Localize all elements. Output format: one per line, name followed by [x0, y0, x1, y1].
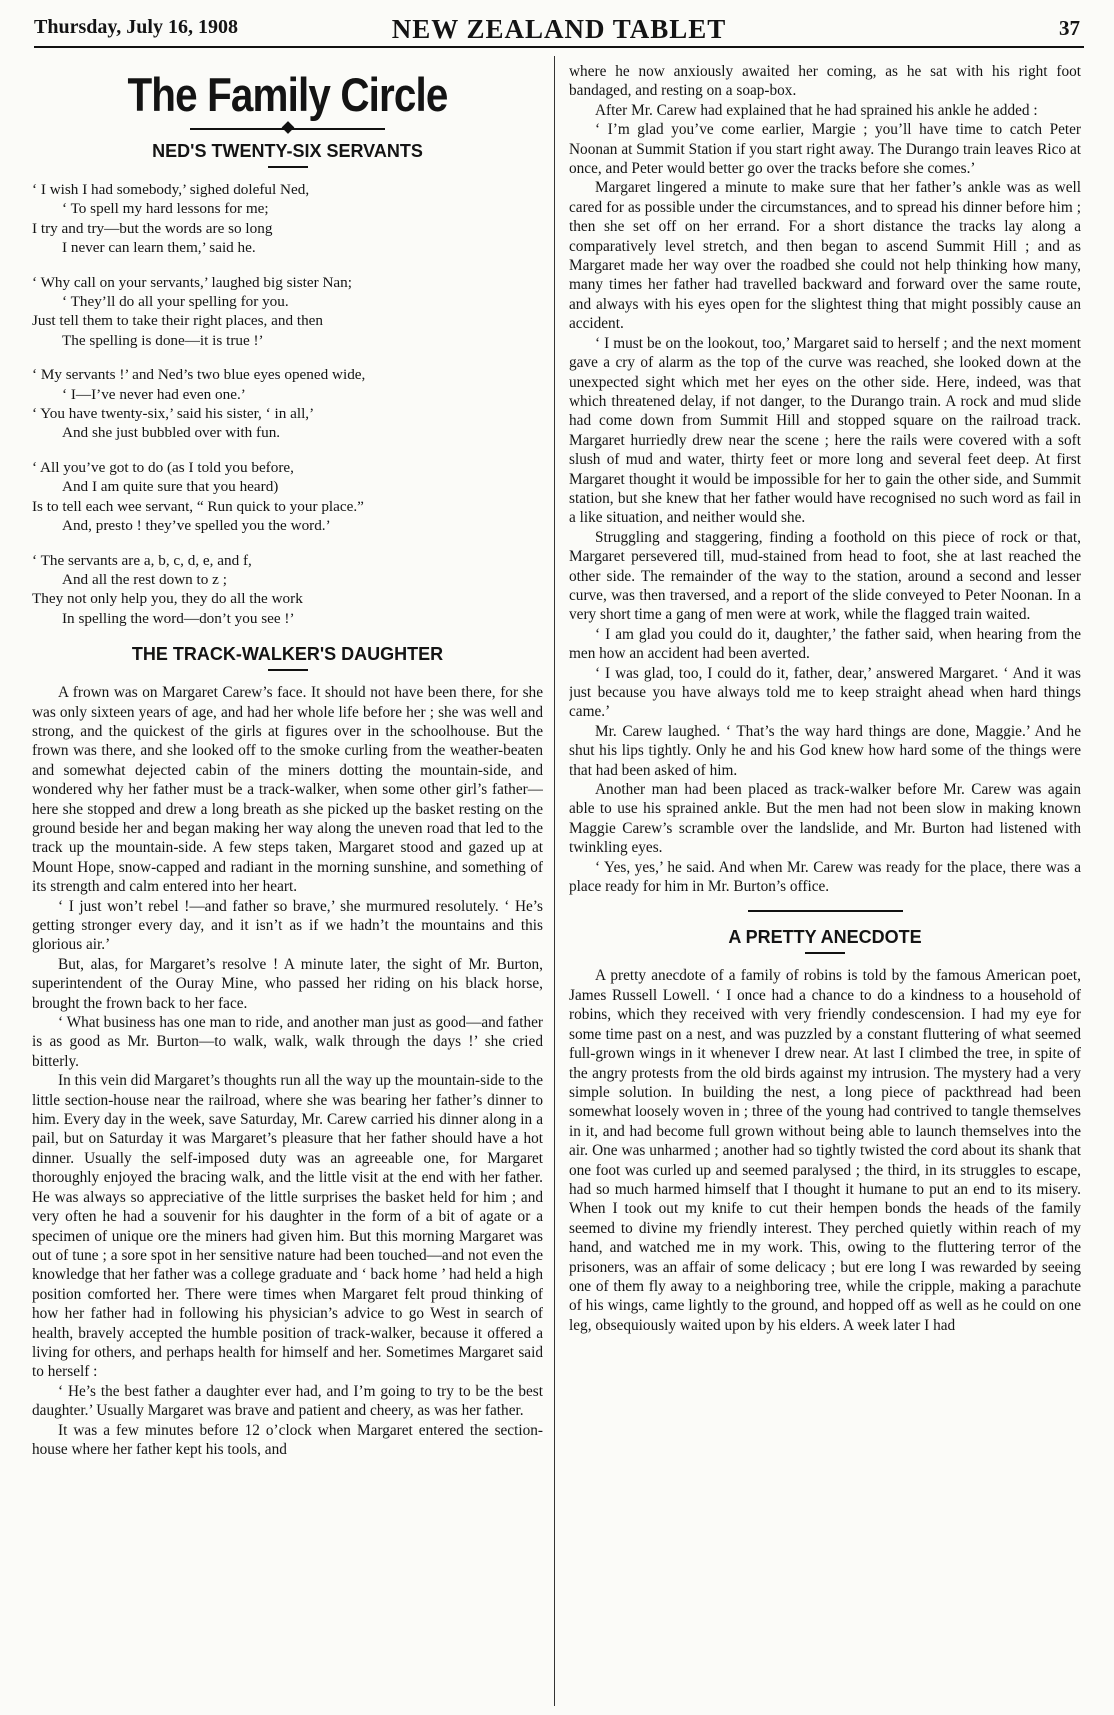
poem-line: Just tell them to take their right places, and then: [32, 312, 324, 330]
poem-stanza: [32, 180, 543, 258]
publication-name: NEW ZEALAND TABLET: [391, 14, 727, 44]
paragraph: After Mr. Carew had explained that he had sprained his ankle he added :: [595, 101, 1038, 119]
paragraph: A frown was on Margaret Carew’s face. It should not have been there, for she was only sixteen years of age, and had her whole life before her ; she was well and strong, and the quickest of the girls at figures over in the schoolhouse. But the frown was there, and she looked off to the smoke curling from the weather-beaten and somewhat dejected cabin of the miners dotting the mountain-side, and wondered why her father must be a track-walker, when some other girl’s father—here she stopped and drew a long breath as she picked up the basket resting on the ground beside her and began making her way along the uneven road that led to the track up the mountain-side. A few steps taken, Margaret stood and gazed up at Mount Hope, snow-capped and radiant in the morning sunshine, and something of its strength and calm entered into her heart.: [32, 684, 543, 896]
section-title: The Family Circle: [127, 68, 448, 121]
paragraph: But, alas, for Margaret’s resolve ! A minute later, the sight of Mr. Burton, superintendent of the Ouray Mine, who passed her riding on his black horse, brought the frown back to her face.: [32, 955, 543, 1012]
title-ornament-rule: [190, 128, 385, 130]
heading-rule: [268, 669, 308, 671]
anecdote-body: [569, 966, 1081, 1335]
poem-line: In spelling the word—don’t you see !’: [62, 609, 295, 627]
paragraph: It was a few minutes before 12 o’clock when Margaret entered the section-house where her father kept his tools, and: [32, 1421, 543, 1458]
anecdote-title: A PRETTY ANECDOTE: [728, 927, 922, 948]
poem: [32, 180, 543, 628]
poem-line: And all the rest down to z ;: [62, 570, 227, 588]
paragraph: Margaret lingered a minute to make sure that her father’s ankle was as well cared for as possible under the circumstances, and to spread his dinner before him ; then she set off on her errand. For a short distance the tracks lay along a comparatively level stretch, and then began to ascend Summit Hill ; and as Margaret made her way over the roadbed she could not help thinking how many, many times her father had travelled backward and forward over the same route, and always with his eyes open for the slightest thing that might possibly cause an accident.: [569, 179, 1081, 333]
poem-line: They not only help you, they do all the work: [32, 590, 303, 608]
poem-line: The spelling is done—it is true !’: [62, 331, 264, 349]
paragraph: ‘ I’m glad you’ve come earlier, Margie ; you’ll have time to catch Peter Noonan at Summit Station if you start right away. The Durango train leaves Rico at once, and Peter would better go over the tracks before she comes.’: [569, 121, 1081, 178]
paragraph: ‘ I must be on the lookout, too,’ Margaret said to herself ; and the next moment gave a cry of alarm as the top of the curve was reached, she looked down at the unexpected sight which met her eyes on the other side. Here, indeed, was that which threatened delay, if not danger, to the Durango train. A rock and mud slide had come down from Summit Hill and stopped square on the railroad track. Margaret hurriedly drew near the scene ; here the rails were covered with a soft slush of mud and water, thirty feet or more long and several feet deep. At first Margaret thought it would be impossible for her to gain the other side, and Summit station, but she knew that her father would have recognised no such word as fail in a like situation, and neither would she.: [569, 334, 1081, 527]
paragraph: ‘ What business has one man to ride, and another man just as good—and father is as good as Mr. Burton—to walk, walk, walk through the days !’ she cried bitterly.: [32, 1014, 543, 1070]
paragraph: In this vein did Margaret’s thoughts run all the way up the mountain-side to the little section-house near the railroad, where she was bearing her father’s dinner to him. Every day in the week, save Saturday, Mr. Carew carried his dinner along in a pail, but on Saturday it was Margaret’s pleasure that her father should have a hot dinner. Usually the self-imposed duty was an agreeable one, for Margaret thoroughly enjoyed the bracing walk, and the little visit at the end with her father. He was always so appreciative of the little surprises the basket held for him ; and very often he had a souvenir for his daughter in the form of a bit of agate or a specimen of unique ore the miners had given him. But this morning Margaret was out of tune ; a sore spot in her sensitive nature had been touched—and not even the knowledge that her father was a college graduate and ‘ back home ’ had held a high position comforted her. There were times when Margaret felt proud thinking of how her father had in following his physician’s advice to go West in search of health, bravely accepted the humble position of track-walker, because it offered a living for others, and perhaps health for himself and her. Sometimes Margaret said to herself :: [32, 1072, 543, 1381]
poem-line: ‘ Why call on your servants,’ laughed big sister Nan;: [32, 273, 352, 291]
poem-line: ‘ All you’ve got to do (as I told you before,: [32, 458, 294, 476]
left-column: [32, 62, 543, 1710]
poem-line: ‘ To spell my hard lessons for me;: [62, 200, 269, 218]
poem-stanza: [32, 365, 543, 443]
poem-line: ‘ You have twenty-six,’ said his sister, ‘ in all,’: [32, 405, 315, 423]
poem-stanza: [32, 458, 543, 536]
paragraph: ‘ Yes, yes,’ he said. And when Mr. Carew was ready for the place, there was a place ready for him in Mr. Burton’s office.: [569, 858, 1081, 896]
paragraph: ‘ I am glad you could do it, daughter,’ the father said, when hearing from the men how an accident had been averted.: [569, 625, 1081, 663]
poem-line: ‘ The servants are a, b, c, d, e, and f,: [32, 551, 252, 569]
poem-line: And, presto ! they’ve spelled you the word.’: [62, 517, 331, 535]
poem-line: ‘ I wish I had somebody,’ sighed doleful Ned,: [32, 181, 310, 198]
heading-rule: [268, 166, 308, 168]
story-title: THE TRACK-WALKER'S DAUGHTER: [131, 644, 444, 665]
paragraph: ‘ He’s the best father a daughter ever had, and I’m going to try to be the best daughter.’ Usually Margaret was brave and patient and cheery, as was her father.: [32, 1382, 543, 1420]
column-divider: [554, 56, 555, 1706]
poem-line: And I am quite sure that you heard): [62, 478, 279, 496]
section-separator-rule: [748, 910, 903, 912]
paragraph: Struggling and staggering, finding a foothold on this piece of rock or that, Margaret persevered till, mud-stained from head to foot, she at last reached the other side. The remainder of the way to the station, around a second and lesser curve, was then traversed, and a report of the slide conveyed to Peter Noonan. In a very short time a gang of men were at work, while the flagged train waited.: [569, 528, 1081, 624]
poem-line: ‘ I—I’ve never had even one.’: [62, 385, 246, 403]
paragraph: A pretty anecdote of a family of robins is told by the famous American poet, James Russell Lowell. ‘ I once had a chance to do a kindness to a household of robins, which they received with very friendly condescension. I had my eye for some time past on a nest, and was puzzled by a constant fluttering of what seemed full-grown wings in it whenever I drew near. At last I climbed the tree, in spite of the angry protests from the old birds against my intrusion. The mystery had a very simple solution. In building the nest, a long piece of packthread had been somewhat loosely woven in ; three of the young had contrived to tangle themselves in it, and had become full grown without being able to launch themselves into the air. One was unharmed ; another had so tightly twisted the cord about its shank that one foot was curled up and seemed paralysed ; the third, in its struggles to escape, had so much harmed himself that I thought it humane to put an end to its misery. When I took out my knife to cut their hempen bonds the heads of the family seemed to divine my friendly interest. They perched quietly within reach of my hand, and watched me in my work. This, owing to the fluttering terror of the prisoners, was an affair of some delicacy ; but ere long I was rewarded by seeing one of them fly away to a neighboring tree, while the cripple, making a parachute of his wings, came lightly to the ground, and hopped off as well as he could on one leg, obsequiously waited upon by his elders. A week later I had: [569, 967, 1081, 1334]
right-column: [569, 62, 1081, 1710]
poem-title: NED'S TWENTY-SIX SERVANTS: [152, 141, 423, 161]
masthead: [34, 16, 1084, 48]
story-body-right: [569, 62, 1081, 896]
issue-date: Thursday, July 16, 1908: [34, 16, 238, 38]
paragraph: Another man had been placed as track-walker before Mr. Carew was again able to use his sprained ankle. But the men had not been slow in making known Maggie Carew’s scramble over the landslide, and Mr. Burton had listened with twinkling eyes.: [569, 781, 1081, 857]
story-body-left: [32, 683, 543, 1459]
poem-line: I try and try—but the words are so long: [32, 219, 273, 237]
poem-stanza: [32, 551, 543, 629]
poem-line: And she just bubbled over with fun.: [62, 424, 281, 442]
poem-stanza: [32, 273, 543, 351]
paragraph: Mr. Carew laughed. ‘ That’s the way hard things are done, Maggie.’ And he shut his lips tightly. Only he and his God knew how hard some of the things were that had been asked of him.: [569, 722, 1081, 779]
heading-rule: [805, 952, 845, 954]
paragraph: ‘ I just won’t rebel !—and father so brave,’ she murmured resolutely. ‘ He’s getting stronger every day, and it isn’t as if we hadn’t the mountains and this glorious air.’: [32, 897, 543, 954]
page-number: 37: [1059, 16, 1080, 40]
diamond-ornament-icon: [281, 121, 294, 134]
paragraph: ‘ I was glad, too, I could do it, father, dear,’ answered Margaret. ‘ And it was just because you have always told me to keep straight ahead when hard things came.’: [569, 664, 1081, 721]
poem-line: ‘ They’ll do all your spelling for you.: [62, 293, 289, 311]
poem-line: I never can learn them,’ said he.: [62, 239, 256, 257]
paragraph: where he now anxiously awaited her coming, as he sat with his right foot bandaged, and resting on a soap-box.: [569, 63, 1081, 100]
poem-line: Is to tell each wee servant, “ Run quick to your place.”: [32, 497, 364, 515]
poem-line: ‘ My servants !’ and Ned’s two blue eyes opened wide,: [32, 366, 366, 384]
